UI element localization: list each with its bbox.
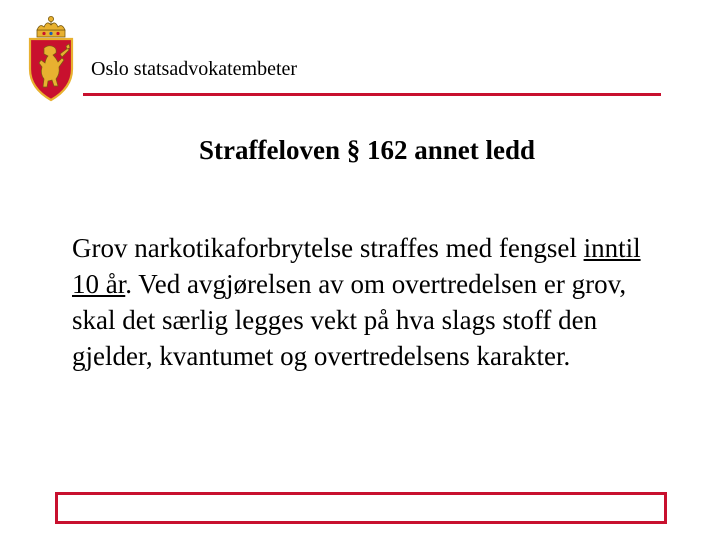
- slide-title: Straffeloven § 162 annet ledd: [199, 135, 535, 165]
- body-text-underlined: inntil 10 år: [72, 233, 641, 299]
- slide-body-text: [72, 230, 672, 374]
- header-divider: [83, 93, 661, 96]
- coat-of-arms: [22, 14, 80, 104]
- body-text-part1: Grov narkotikaforbrytelse straffes med fengsel: [72, 233, 584, 263]
- crown-icon: [37, 16, 65, 37]
- org-name: Oslo statsadvokatembeter: [91, 58, 298, 80]
- body-text-part2: . Ved avgjørelsen av om overtredelsen er grov, skal det særlig legges vekt på hva slags stoff den gjelder, kvantumet og overtredelsens karakter.: [72, 269, 627, 371]
- norwegian-coat-of-arms-icon: [22, 14, 80, 104]
- footer-box: [55, 492, 667, 524]
